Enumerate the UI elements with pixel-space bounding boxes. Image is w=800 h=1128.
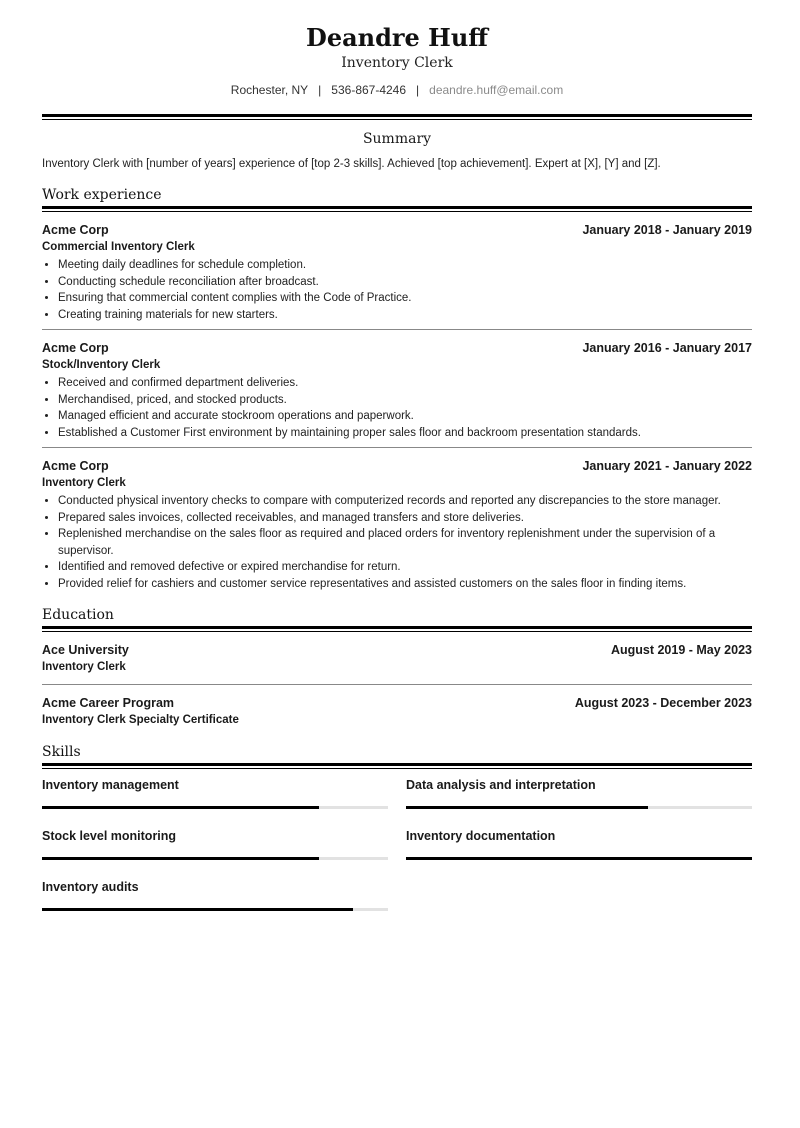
education-entry [42, 684, 752, 729]
skills-heading: Skills [42, 744, 81, 760]
skill-item [406, 777, 752, 828]
job-header [42, 458, 752, 475]
education-heading: Education [42, 607, 114, 623]
skill-item [42, 777, 388, 828]
skill-level-track [42, 908, 388, 911]
job-entry [42, 212, 752, 323]
skill-item [42, 828, 388, 879]
skill-level-fill [406, 857, 752, 860]
education-entry [42, 632, 752, 676]
skill-name: Stock level monitoring [42, 829, 177, 843]
work-heading: Work experience [42, 187, 162, 203]
job-bullet: • Established a Customer First environment by maintaining proper sales floor and backroom presentation standards. [58, 425, 752, 442]
job-header [42, 340, 752, 357]
resume-header [42, 0, 752, 98]
job-company: Acme Corp [42, 459, 109, 473]
job-bullets [42, 493, 752, 592]
contact-separator: | [318, 83, 322, 97]
contact-email[interactable]: deandre.huff@email.com [429, 83, 564, 97]
skill-level-track [406, 806, 752, 809]
job-bullet: • Merchandised, priced, and stocked products. [58, 392, 752, 409]
contact-separator: | [416, 83, 420, 97]
job-entry [42, 329, 752, 441]
skill-name: Data analysis and interpretation [406, 778, 596, 792]
contact-line [42, 82, 752, 98]
work-entries [42, 212, 752, 592]
job-bullet: • Meeting daily deadlines for schedule completion. [58, 257, 752, 274]
job-bullets [42, 375, 752, 441]
summary-text: Inventory Clerk with [number of years] experience of [top 2-3 skills]. Achieved [top achievement]. Expert at [X], [Y] and [Z]. [42, 158, 661, 170]
job-bullet: • Conducted physical inventory checks to compare with computerized records and reported any discrepancies to the store manager. [58, 493, 752, 510]
job-bullet: • Replenished merchandise on the sales floor as required and placed orders for inventory replenishment under the supervision of a supervisor. [58, 526, 752, 559]
education-entries [42, 632, 752, 729]
job-dates: January 2018 - January 2019 [582, 223, 752, 237]
candidate-name: Deandre Huff [306, 23, 488, 52]
education-degree: Inventory Clerk Specialty Certificate [42, 714, 239, 726]
summary-heading: Summary [362, 131, 432, 147]
education-school: Acme Career Program [42, 696, 175, 710]
header-divider [42, 114, 752, 120]
skills-divider [42, 763, 752, 769]
job-bullet: • Ensuring that commercial content complies with the Code of Practice. [58, 290, 752, 307]
skill-level-track [42, 806, 388, 809]
job-header [42, 222, 752, 239]
job-dates: January 2021 - January 2022 [582, 459, 752, 473]
skill-level-fill [42, 908, 353, 911]
job-role: Inventory Clerk [42, 477, 126, 489]
education-school: Ace University [42, 643, 129, 657]
job-bullets [42, 257, 752, 323]
job-bullet: • Conducting schedule reconciliation after broadcast. [58, 274, 752, 291]
education-header [42, 695, 752, 712]
skill-level-track [406, 857, 752, 860]
education-dates: August 2019 - May 2023 [610, 643, 752, 657]
job-company: Acme Corp [42, 341, 109, 355]
skill-level-fill [406, 806, 648, 809]
skill-item [406, 828, 752, 879]
skill-name: Inventory audits [42, 880, 139, 894]
contact-location: Rochester, NY [230, 83, 309, 97]
education-header [42, 642, 752, 659]
job-bullet: • Managed efficient and accurate stockroom operations and paperwork. [58, 408, 752, 425]
job-bullet: • Creating training materials for new starters. [58, 307, 752, 324]
job-entry [42, 447, 752, 592]
skill-level-track [42, 857, 388, 860]
skill-item [42, 879, 388, 930]
job-role: Stock/Inventory Clerk [42, 359, 161, 371]
skill-level-fill [42, 806, 319, 809]
skills-grid [42, 777, 752, 930]
skill-name: Inventory documentation [406, 829, 556, 843]
education-degree: Inventory Clerk [42, 661, 126, 673]
education-dates: August 2023 - December 2023 [574, 696, 752, 710]
resume-content [42, 0, 752, 930]
job-company: Acme Corp [42, 223, 109, 237]
job-bullet: • Prepared sales invoices, collected receivables, and managed transfers and store deliveries. [58, 510, 752, 527]
candidate-title: Inventory Clerk [341, 55, 453, 71]
job-bullet: • Identified and removed defective or expired merchandise for return. [58, 559, 752, 576]
skill-name: Inventory management [42, 778, 179, 792]
job-bullet: • Provided relief for cashiers and customer service representatives and assisted customers on the sales floor in finding items. [58, 576, 752, 593]
job-role: Commercial Inventory Clerk [42, 241, 195, 253]
contact-phone: 536-867-4246 [331, 83, 407, 97]
job-bullet: • Received and confirmed department deliveries. [58, 375, 752, 392]
job-dates: January 2016 - January 2017 [582, 341, 752, 355]
skill-level-fill [42, 857, 319, 860]
